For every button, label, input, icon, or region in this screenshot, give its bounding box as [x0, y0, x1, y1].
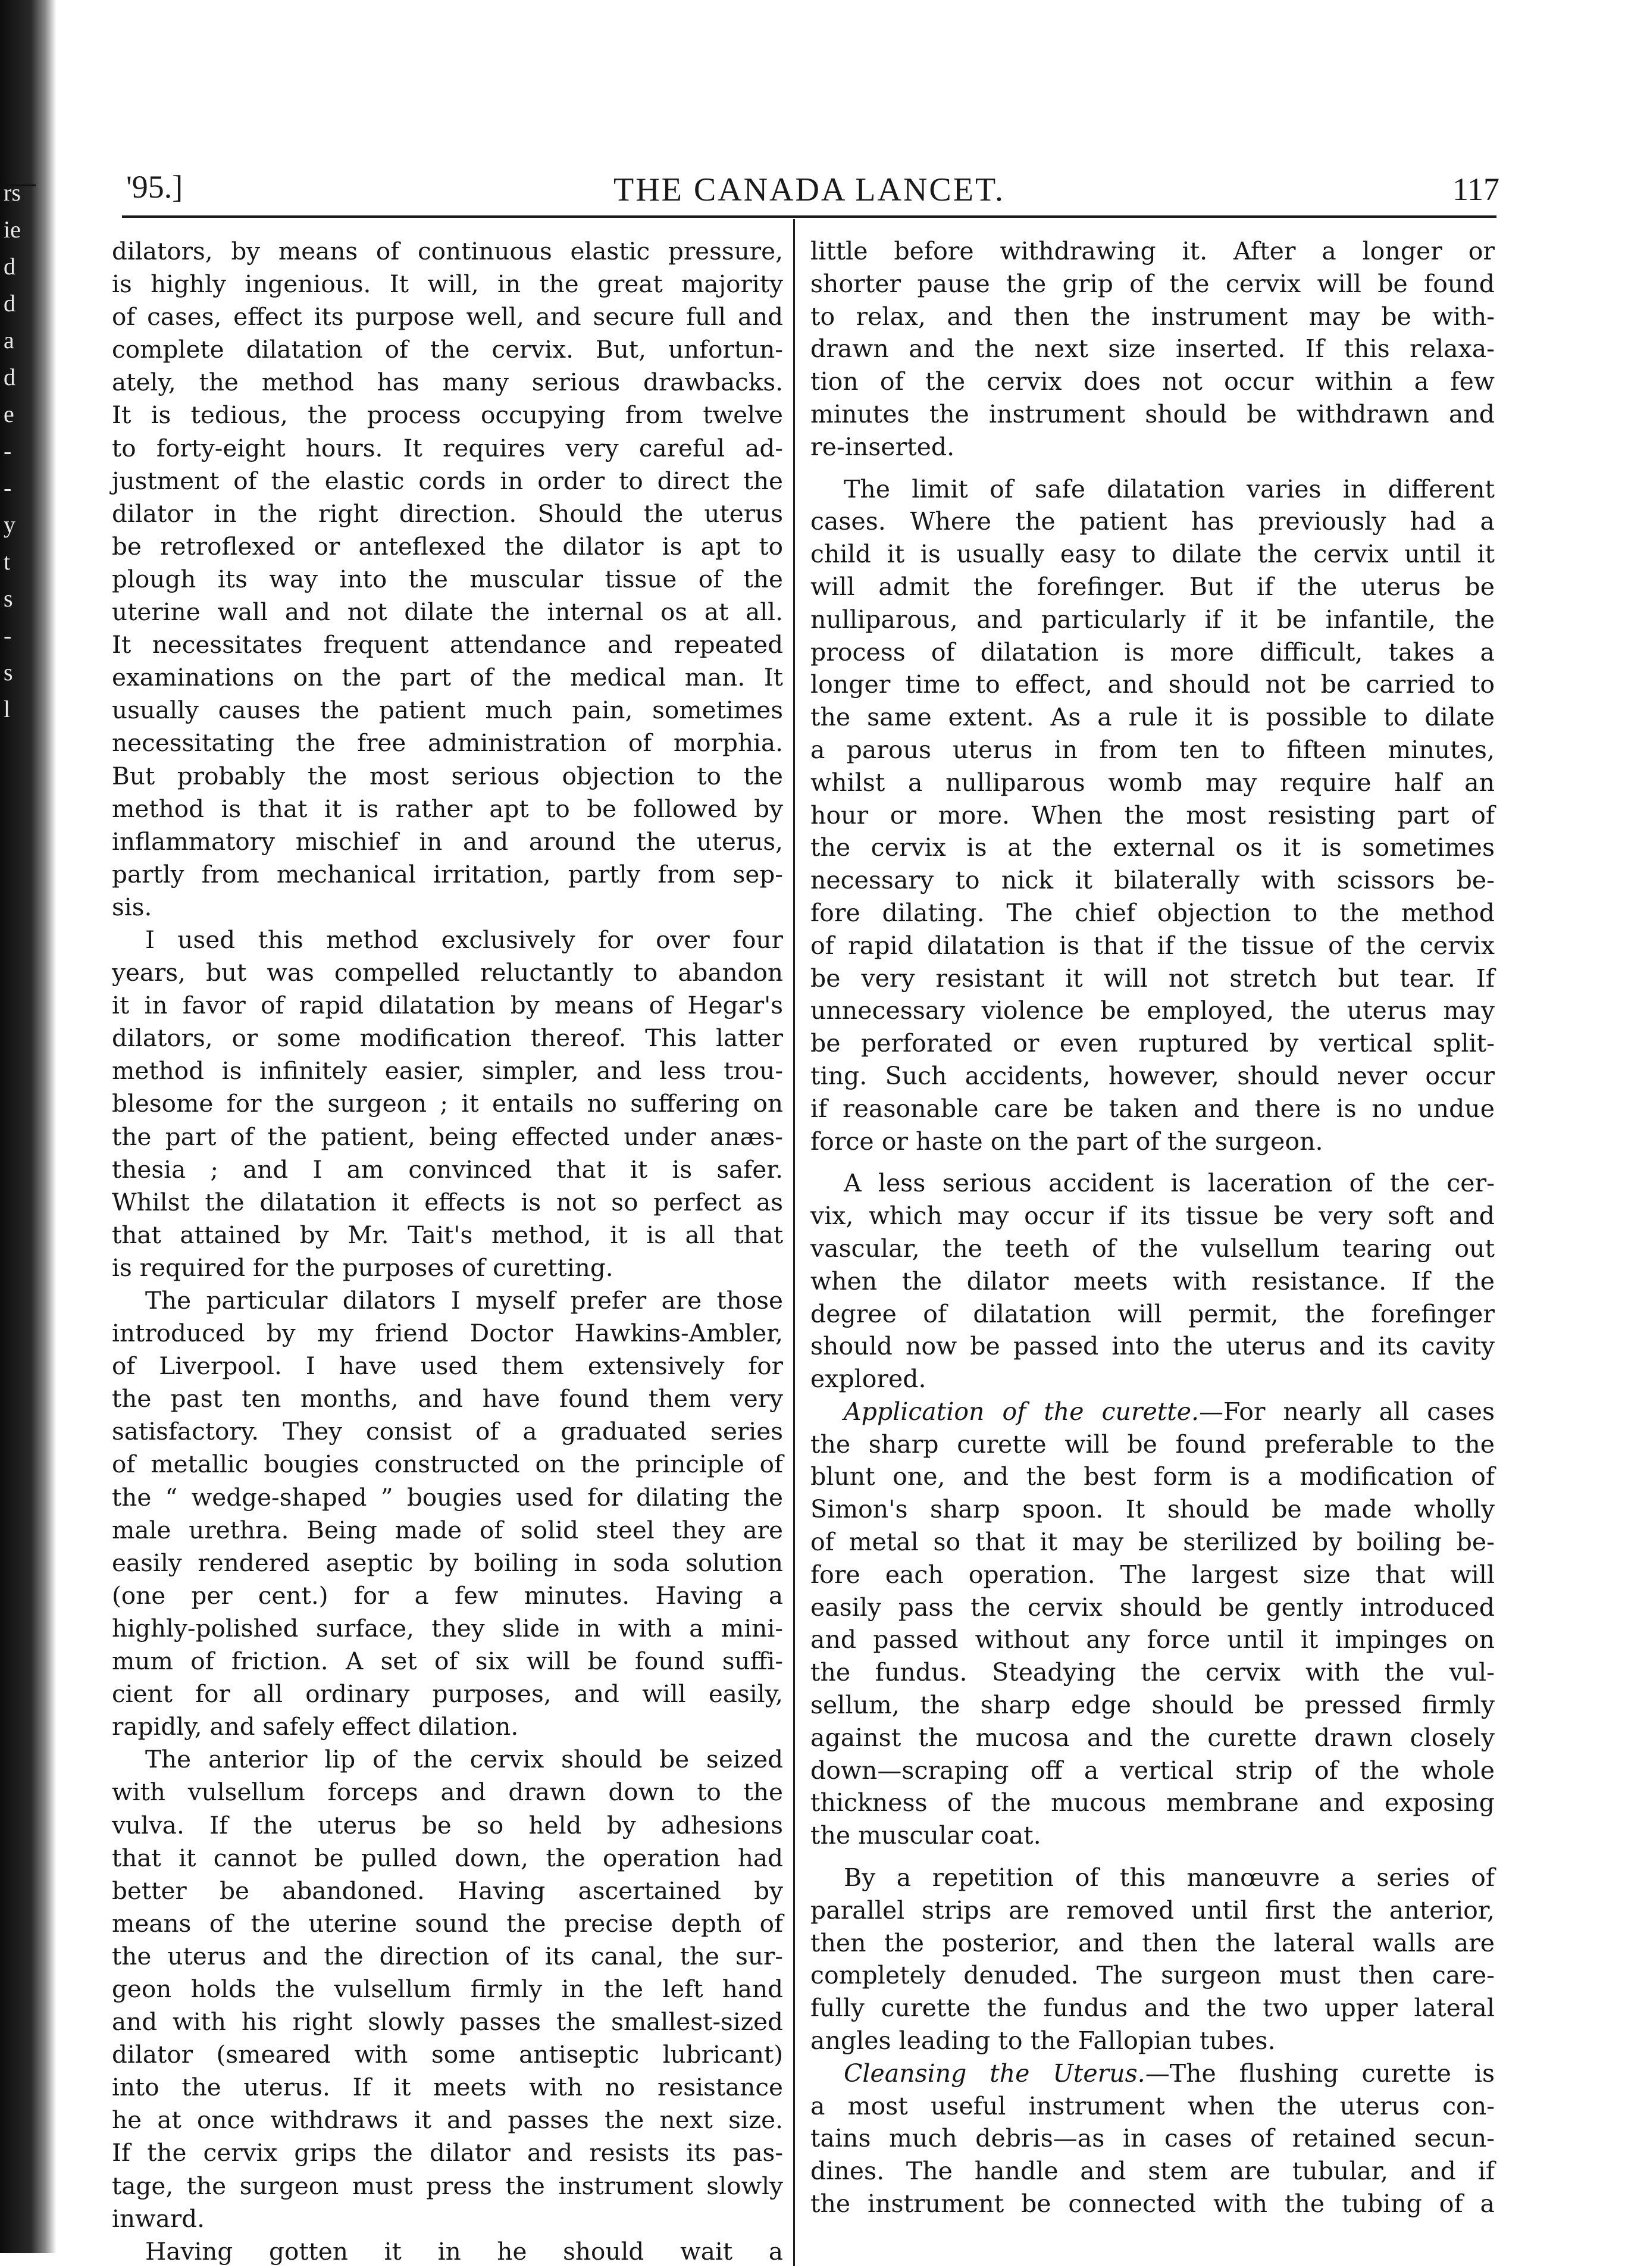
- text-line: complete dilatation of the cervix. But, unfortun-: [112, 335, 783, 364]
- line-text: —The flushing curette is: [1145, 2059, 1495, 2088]
- text-line: to forty-eight hours. It requires very careful ad-: [112, 433, 783, 462]
- text-line: into the uterus. If it meets with no resistance: [112, 2073, 783, 2102]
- text-line: method is that it is rather apt to be followed by: [112, 794, 783, 823]
- text-line: It is tedious, the process occupying from twelve: [112, 401, 783, 430]
- text-line: thickness of the mucous membrane and exposing: [810, 1788, 1495, 1817]
- text-line: longer time to effect, and should not be carried to: [810, 670, 1495, 699]
- text-line: Simon's sharp spoon. It should be made wholly: [810, 1495, 1495, 1524]
- text-line: whilst a nulliparous womb may require half an: [810, 768, 1495, 797]
- text-line: unnecessary violence be employed, the uterus may: [810, 996, 1495, 1025]
- edge-fragment: s: [4, 659, 13, 686]
- text-line: cases. Where the patient has previously had a: [810, 507, 1495, 536]
- text-line: the cervix is at the external os it is sometimes: [810, 833, 1495, 862]
- text-line: A less serious accident is laceration of the cer-: [844, 1169, 1495, 1198]
- text-line: plough its way into the muscular tissue of the: [112, 564, 783, 593]
- section-heading: Application of the curette.: [844, 1397, 1199, 1426]
- text-line: a most useful instrument when the uterus con-: [810, 2091, 1495, 2120]
- text-line: fore each operation. The largest size that will: [810, 1560, 1495, 1589]
- text-line: vix, which may occur if its tissue be very soft and: [810, 1202, 1495, 1231]
- text-line: necessary to nick it bilaterally with scissors be-: [810, 866, 1495, 895]
- text-line: usually causes the patient much pain, sometimes: [112, 696, 783, 725]
- text-line: and with his right slowly passes the smallest-sized: [112, 2007, 783, 2036]
- text-line: examinations on the part of the medical man. It: [112, 663, 783, 692]
- facing-page-edge: [0, 179, 21, 893]
- text-line: the muscular coat.: [810, 1821, 1041, 1850]
- text-line: then the posterior, and then the lateral walls are: [810, 1928, 1495, 1957]
- text-line: a parous uterus in from ten to fifteen minutes,: [810, 735, 1495, 764]
- text-line: and passed without any force until it impinges on: [810, 1625, 1495, 1654]
- text-line: dilator in the right direction. Should the uterus: [112, 499, 783, 528]
- edge-fragment: a: [4, 327, 14, 354]
- edge-fragment: s: [4, 585, 13, 612]
- text-line: The anterior lip of the cervix should be seized: [145, 1745, 783, 1774]
- text-line: of metal so that it may be sterilized by boiling be-: [810, 1528, 1495, 1557]
- journal-title: THE CANADA LANCET.: [613, 171, 1006, 208]
- left-column: [112, 235, 783, 2266]
- edge-fragment: -: [4, 622, 12, 649]
- text-line: easily pass the cervix should be gently introduced: [810, 1593, 1495, 1622]
- text-line: angles leading to the Fallopian tubes.: [810, 2026, 1276, 2056]
- text-line: be retroflexed or anteflexed the dilator is apt to: [112, 531, 783, 561]
- text-line: nulliparous, and particularly if it be infantile, the: [810, 605, 1495, 634]
- text-line: child it is usually easy to dilate the cervix until it: [810, 540, 1495, 569]
- running-head: [119, 146, 1499, 208]
- edge-fragment: d: [4, 364, 15, 390]
- text-line: By a repetition of this manœuvre a series of: [844, 1863, 1495, 1892]
- text-line: I used this method exclusively for over four: [145, 925, 783, 954]
- text-line: It necessitates frequent attendance and repeated: [112, 630, 783, 659]
- text-line: of cases, effect its purpose well, and secure full and: [112, 302, 783, 331]
- text-line: the “ wedge-shaped ” bougies used for dilating the: [112, 1482, 783, 1512]
- text-line: thesia ; and I am convinced that it is safer.: [112, 1155, 783, 1184]
- text-line: is required for the purposes of curetting.: [112, 1253, 613, 1282]
- text-line: means of the uterine sound the precise depth of: [112, 1909, 783, 1938]
- text-line: that it cannot be pulled down, the operation had: [112, 1843, 783, 1872]
- text-line: that attained by Mr. Tait's method, it is all that: [112, 1220, 783, 1249]
- edge-fragment: y: [4, 511, 15, 538]
- text-line: better be abandoned. Having ascertained by: [112, 1876, 783, 1905]
- text-line: (one per cent.) for a few minutes. Having a: [112, 1581, 783, 1610]
- text-line: of metallic bougies constructed on the principle of: [112, 1450, 783, 1479]
- text-line: it in favor of rapid dilatation by means of Hegar's: [112, 991, 783, 1020]
- text-line: of rapid dilatation is that if the tissue of the cervix: [810, 931, 1495, 960]
- text-line: mum of friction. A set of six will be found suffi-: [112, 1647, 783, 1676]
- edge-fragment: d: [4, 290, 15, 317]
- text-line: degree of dilatation will permit, the forefinger: [810, 1299, 1495, 1328]
- text-line: dilator (smeared with some antiseptic lubricant): [112, 2040, 783, 2069]
- text-line: sis.: [112, 892, 152, 921]
- text-line: completely denuded. The surgeon must then care-: [810, 1961, 1495, 1990]
- text-line: [810, 1396, 1495, 1428]
- header-rule: [122, 215, 1496, 218]
- text-line: highly-polished surface, they slide in with a mini-: [112, 1613, 783, 1643]
- text-line: ately, the method has many serious drawbacks.: [112, 368, 783, 397]
- text-line: to relax, and then the instrument may be with-: [810, 302, 1495, 331]
- text-line: tains much debris—as in cases of retained secun-: [810, 2124, 1495, 2153]
- column-divider: [793, 219, 795, 2266]
- text-line: minutes the instrument should be withdrawn and: [810, 399, 1495, 428]
- section-heading: Cleansing the Uterus.: [844, 2059, 1145, 2088]
- text-line: fore dilating. The chief objection to the method: [810, 898, 1495, 927]
- right-column: [810, 235, 1495, 2219]
- text-line: process of dilatation is more difficult, takes a: [810, 637, 1495, 667]
- text-line: years, but was compelled reluctantly to abandon: [112, 958, 783, 987]
- text-line: be very resistant it will not stretch but tear. If: [810, 963, 1495, 993]
- text-line: blunt one, and the best form is a modification of: [810, 1462, 1495, 1491]
- edge-fragment: -: [4, 437, 12, 464]
- text-line: Whilst the dilatation it effects is not so perfect as: [112, 1187, 783, 1216]
- text-line: geon holds the vulsellum firmly in the left hand: [112, 1974, 783, 2003]
- text-line: explored.: [810, 1365, 926, 1394]
- text-line: vascular, the teeth of the vulsellum tearing out: [810, 1234, 1495, 1263]
- text-line: vulva. If the uterus be so held by adhesions: [112, 1810, 783, 1840]
- text-line: introduced by my friend Doctor Hawkins-Ambler,: [112, 1319, 783, 1348]
- text-line: the fundus. Steadying the cervix with the vul-: [810, 1658, 1495, 1687]
- edge-fragment: t: [4, 548, 11, 575]
- text-line: necessitating the free administration of morphia.: [112, 728, 783, 758]
- text-line: dilators, or some modification thereof. This latter: [112, 1024, 783, 1053]
- text-line: with vulsellum forceps and drawn down to the: [112, 1778, 783, 1807]
- text-line: partly from mechanical irritation, partly from sep-: [112, 859, 783, 889]
- text-line: hour or more. When the most resisting part of: [810, 800, 1495, 830]
- text-line: the part of the patient, being effected under anæs-: [112, 1122, 783, 1151]
- text-line: little before withdrawing it. After a longer or: [810, 237, 1495, 265]
- text-line: he at once withdraws it and passes the next size.: [112, 2106, 783, 2135]
- text-line: inward.: [112, 2204, 205, 2233]
- line-text: —For nearly all cases: [1199, 1397, 1495, 1426]
- text-line: the same extent. As a rule it is possible to dilate: [810, 703, 1495, 732]
- text-line: uterine wall and not dilate the internal os at all.: [112, 597, 783, 627]
- text-line: of Liverpool. I have used them extensively for: [112, 1352, 783, 1381]
- text-line: will admit the forefinger. But if the uterus be: [810, 572, 1495, 601]
- text-line: force or haste on the part of the surgeon.: [810, 1127, 1323, 1156]
- edge-fragment: e: [4, 401, 14, 427]
- text-line: tage, the surgeon must press the instrument slowly: [112, 2171, 783, 2200]
- text-line: fully curette the fundus and the two upper lateral: [810, 1994, 1495, 2023]
- text-line: the past ten months, and have found them very: [112, 1384, 783, 1413]
- text-line: justment of the elastic cords in order to direct the: [112, 466, 783, 495]
- text-line: drawn and the next size inserted. If this relaxa-: [810, 334, 1495, 364]
- edge-fragment: l: [4, 696, 11, 722]
- text-line: [810, 2057, 1495, 2090]
- text-line: ting. Such accidents, however, should never occur: [810, 1061, 1495, 1090]
- text-line: dilators, by means of continuous elastic pressure,: [112, 237, 783, 265]
- page-number: 117: [1452, 171, 1499, 207]
- text-line: cient for all ordinary purposes, and will easily,: [112, 1679, 783, 1709]
- text-line: parallel strips are removed until first the anterior,: [810, 1895, 1495, 1925]
- text-line: shorter pause the grip of the cervix will be found: [810, 269, 1495, 298]
- text-line: Having gotten it in he should wait a: [145, 2236, 783, 2266]
- text-line: the instrument be connected with the tubing of a: [810, 2189, 1495, 2219]
- volume-year: '95.]: [126, 169, 183, 205]
- edge-fragment: ie: [4, 216, 21, 243]
- text-line: down—scraping off a vertical strip of the whole: [810, 1756, 1495, 1785]
- text-line: sellum, the sharp edge should be pressed firmly: [810, 1691, 1495, 1720]
- text-line: tion of the cervix does not occur within a few: [810, 367, 1495, 396]
- edge-fragment: rs: [4, 179, 21, 206]
- text-line: is highly ingenious. It will, in the great majority: [112, 270, 783, 299]
- text-line: blesome for the surgeon ; it entails no suffering on: [112, 1089, 783, 1118]
- text-line: when the dilator meets with resistance. If the: [810, 1266, 1495, 1296]
- text-line: The limit of safe dilatation varies in different: [844, 474, 1495, 503]
- edge-fragment: -: [4, 474, 12, 501]
- text-line: the uterus and the direction of its canal, the sur-: [112, 1941, 783, 1970]
- text-line: if reasonable care be taken and there is no undue: [810, 1094, 1495, 1123]
- text-line: rapidly, and safely effect dilation.: [112, 1712, 519, 1741]
- text-line: dines. The handle and stem are tubular, and if: [810, 2157, 1495, 2186]
- text-line: easily rendered aseptic by boiling in soda solution: [112, 1548, 783, 1577]
- text-line: But probably the most serious objection to the: [112, 761, 783, 790]
- text-line: male urethra. Being made of solid steel they are: [112, 1515, 783, 1544]
- text-line: inflammatory mischief in and around the uterus,: [112, 827, 783, 856]
- text-line: satisfactory. They consist of a graduated series: [112, 1417, 783, 1446]
- text-line: re-inserted.: [810, 432, 955, 461]
- text-line: method is infinitely easier, simpler, and less trou-: [112, 1056, 783, 1085]
- text-line: The particular dilators I myself prefer are those: [145, 1286, 783, 1315]
- text-line: against the mucosa and the curette drawn closely: [810, 1723, 1495, 1752]
- text-line: be perforated or even ruptured by vertical split-: [810, 1029, 1495, 1058]
- text-line: the sharp curette will be found preferable to the: [810, 1429, 1495, 1459]
- edge-fragment: d: [4, 253, 15, 280]
- text-line: should now be passed into the uterus and its cavity: [810, 1332, 1495, 1361]
- text-line: If the cervix grips the dilator and resists its pas-: [112, 2138, 783, 2167]
